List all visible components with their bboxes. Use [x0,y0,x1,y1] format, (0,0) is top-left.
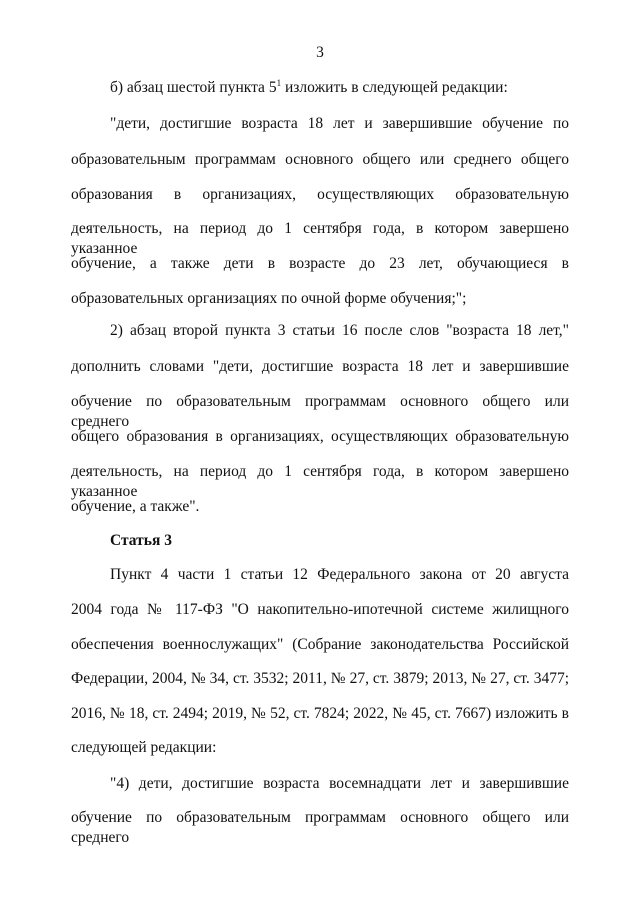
paragraph-line: обучение, а также". [71,498,200,515]
paragraph-line: образовательным программам основного общего или среднего общего [71,151,569,168]
text-segment: б) абзац шестой пункта 5 [110,79,277,96]
paragraph-line: следующей редакции: [71,739,217,756]
paragraph-line: деятельность, на период до 1 сентября года, в котором завершено указанное [71,220,569,257]
paragraph-line: обучение по образовательным программам основного общего или среднего [71,809,569,846]
paragraph-line: обучение, а также дети в возрасте до 23 лет, обучающиеся в [71,255,569,272]
article-heading: Статья 3 [110,532,172,549]
paragraph-line: "4) дети, достигшие возраста восемнадцати лет и завершившие [110,775,569,792]
paragraph-line: дополнить словами "дети, достигшие возраста 18 лет и завершившие [71,358,569,375]
paragraph-line: обучение по образовательным программам основного общего или среднего [71,393,569,430]
paragraph-line: общего образования в организациях, осуществляющих образовательную [71,428,569,445]
page-number: 3 [316,44,324,61]
paragraph-line: Федерации, 2004, № 34, ст. 3532; 2011, № 27, ст. 3879; 2013, № 27, ст. 3477; [71,670,569,687]
paragraph-line: 2004 года № 117-ФЗ "О накопительно-ипотечной системе жилищного [71,601,569,618]
paragraph-line: Пункт 4 части 1 статьи 12 Федерального закона от 20 августа [110,566,569,583]
paragraph-line: образовательных организациях по очной форме обучения;"; [71,290,467,307]
paragraph-line: 2016, № 18, ст. 2494; 2019, № 52, ст. 7824; 2022, № 45, ст. 7667) изложить в [71,705,569,722]
superscript: 1 [276,78,282,88]
paragraph-line: образования в организациях, осуществляющих образовательную [71,186,569,203]
paragraph-line: "дети, достигшие возраста 18 лет и завершившие обучение по [110,115,569,132]
paragraph-amendment-b [110,78,569,98]
paragraph-line: 2) абзац второй пункта 3 статьи 16 после слов "возраста 18 лет," [110,322,569,339]
paragraph-line: деятельность, на период до 1 сентября года, в котором завершено указанное [71,463,569,500]
text-segment: изложить в следующей редакции: [281,79,508,96]
paragraph-line: обеспечения военнослужащих" (Собрание законодательства Российской [71,636,569,653]
